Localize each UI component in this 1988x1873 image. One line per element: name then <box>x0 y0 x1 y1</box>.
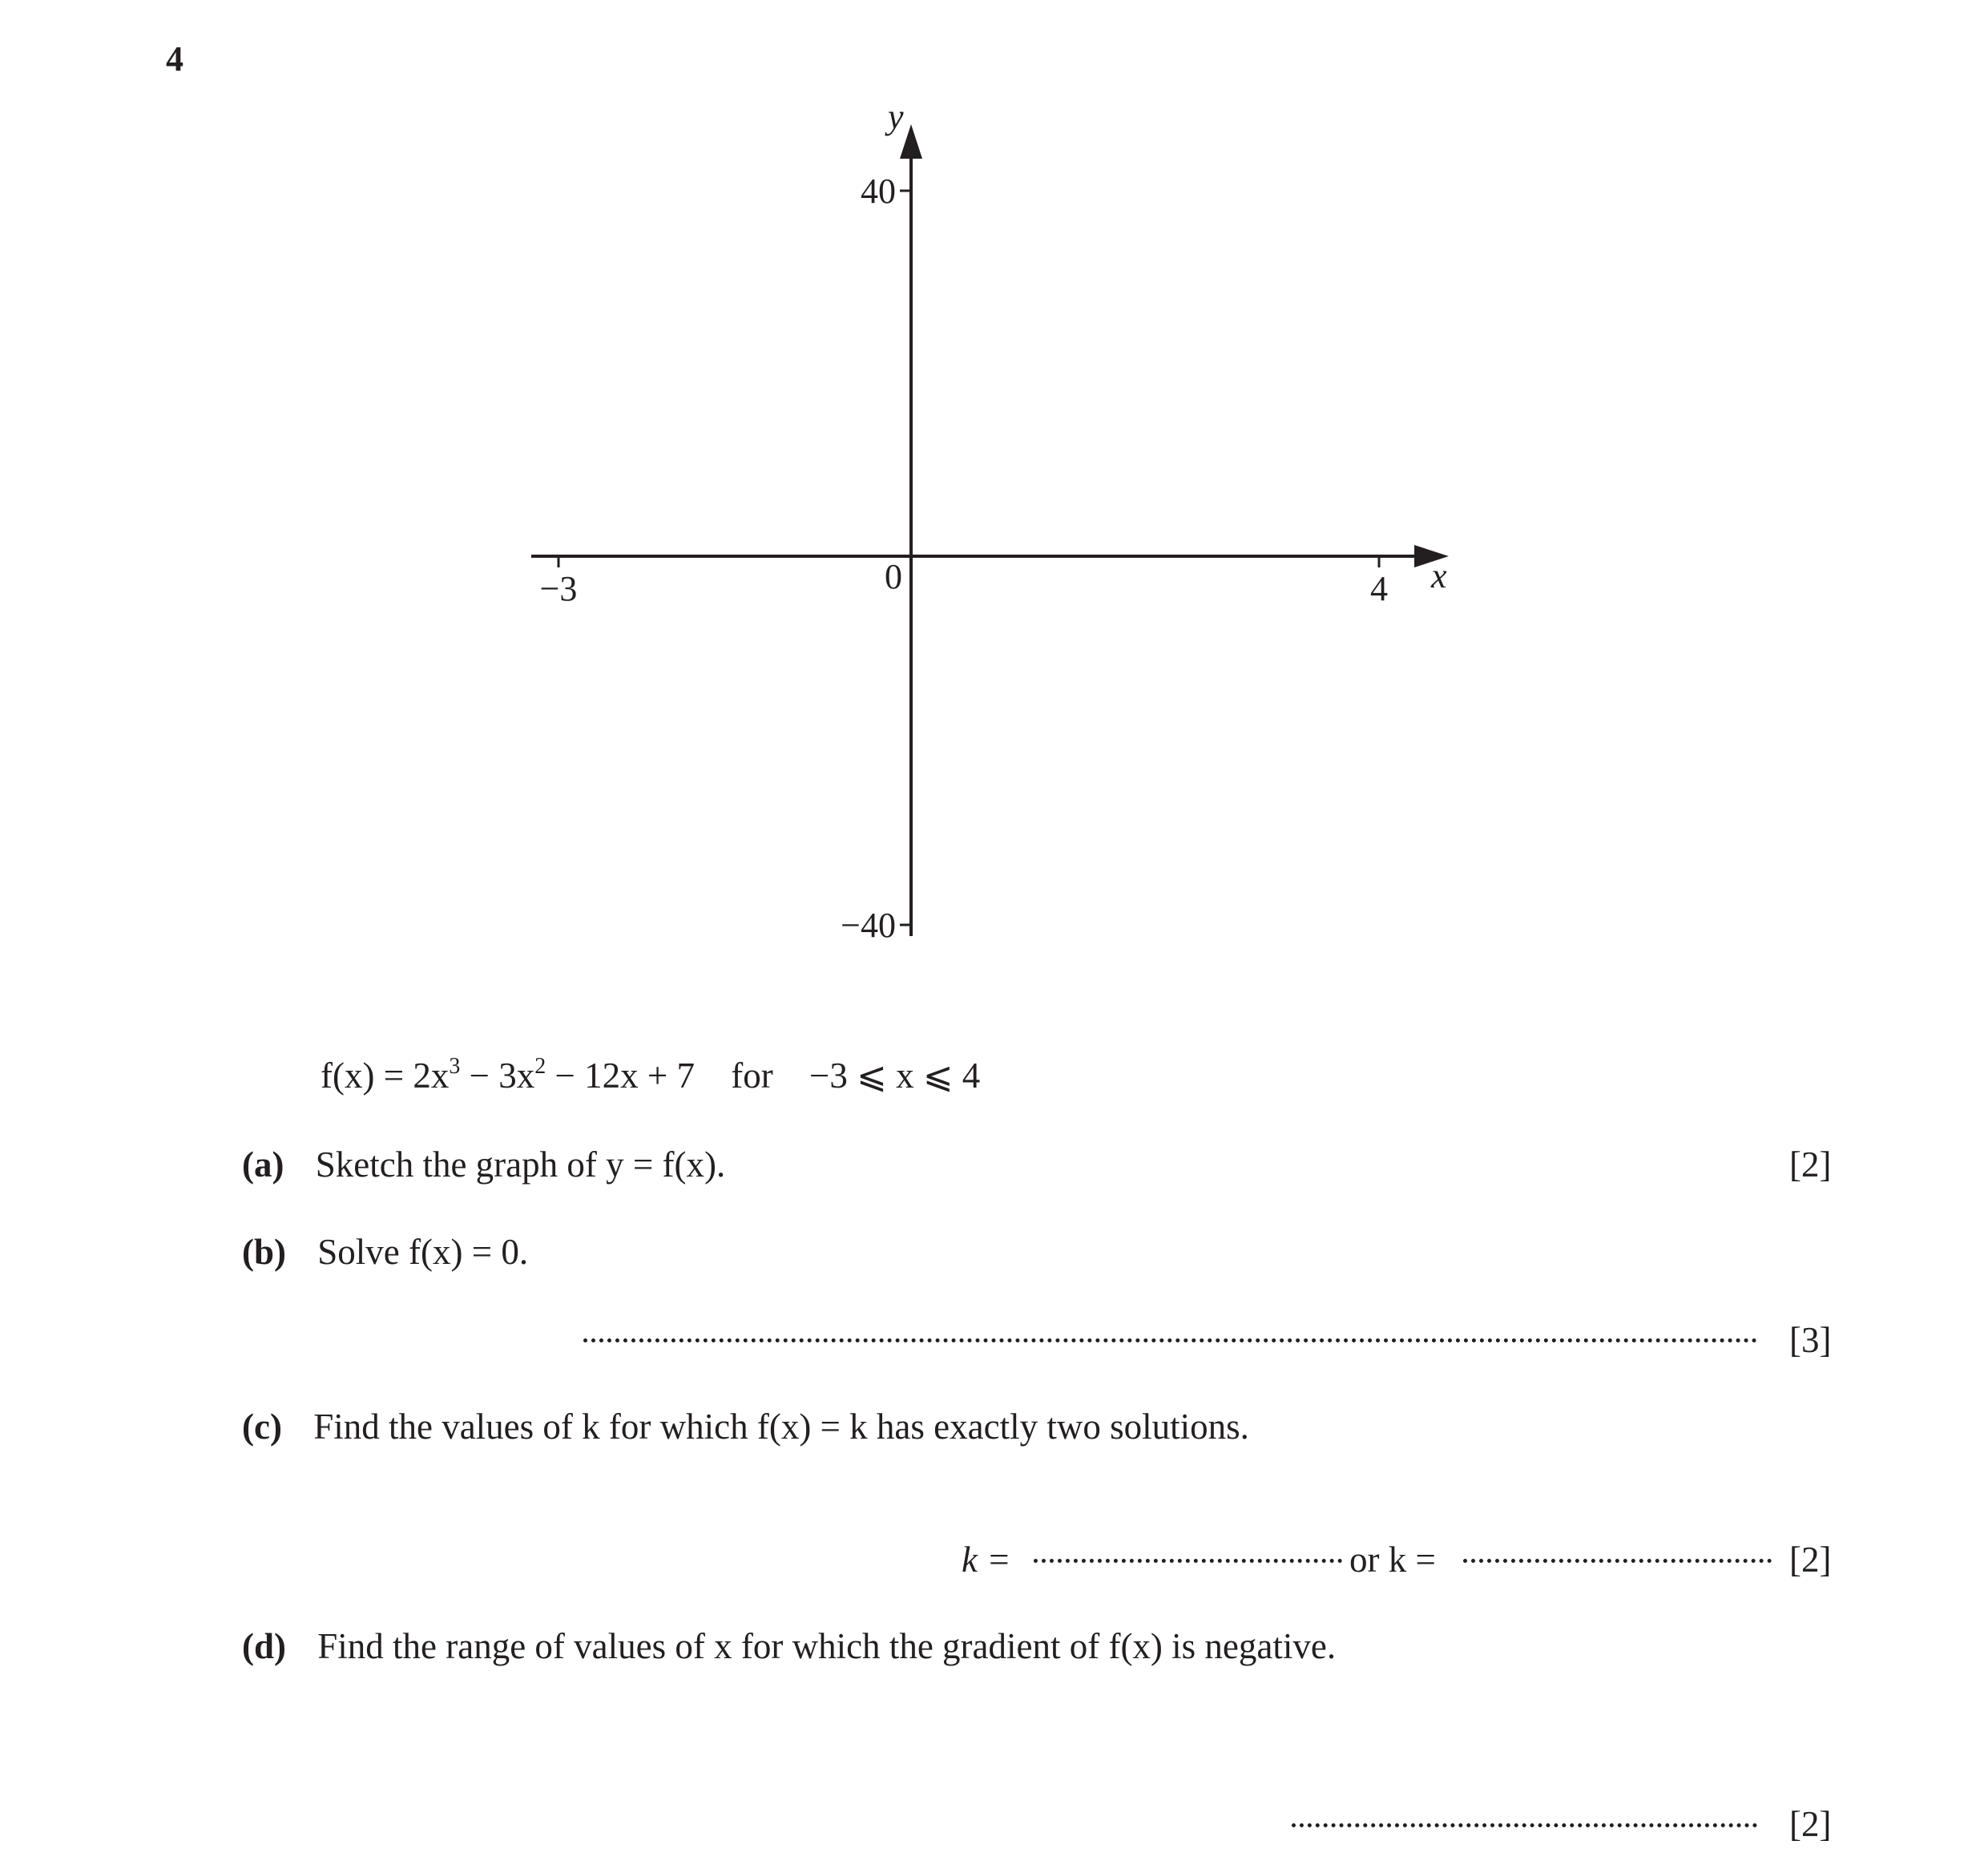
function-for: for <box>731 1056 773 1096</box>
function-term-3: − 12x + 7 <box>546 1056 696 1096</box>
part-a-text: Sketch the graph of y = f(x). <box>315 1144 726 1185</box>
part-c-k1-label: k = <box>962 1540 1011 1580</box>
origin-label: 0 <box>885 557 902 596</box>
part-d-answer-line[interactable] <box>1292 1823 1757 1827</box>
exponent-2: 2 <box>534 1054 546 1079</box>
part-b-marks: [3] <box>1789 1320 1832 1360</box>
question-number: 4 <box>166 39 183 79</box>
x-tick-label-neg3: −3 <box>539 569 578 608</box>
part-c-answer-line-1[interactable] <box>1034 1559 1342 1563</box>
part-d-label: (d) <box>242 1626 286 1666</box>
function-equals: = <box>383 1056 405 1096</box>
function-term-1: 2x <box>413 1056 450 1096</box>
part-a <box>242 1144 726 1185</box>
y-tick-label-40: 40 <box>861 172 896 211</box>
part-c-text: Find the values of k for which f(x) = k has exactly two solutions. <box>313 1407 1249 1447</box>
part-a-marks: [2] <box>1789 1144 1832 1185</box>
function-term-2: − 3x <box>460 1056 535 1096</box>
y-tick-label-neg40: −40 <box>841 906 896 945</box>
part-b-label: (b) <box>242 1232 286 1272</box>
exponent-1: 3 <box>449 1054 461 1079</box>
x-axis-label: x <box>1431 556 1447 595</box>
part-d-text: Find the range of values of x for which the gradient of f(x) is negative. <box>317 1626 1337 1666</box>
part-c-answer-line-2[interactable] <box>1463 1559 1772 1563</box>
part-c-marks: [2] <box>1789 1540 1832 1580</box>
function-definition <box>321 1054 981 1096</box>
function-name: f(x) <box>321 1056 375 1096</box>
x-tick-label-4: 4 <box>1370 569 1388 608</box>
part-b-text: Solve f(x) = 0. <box>317 1232 529 1272</box>
function-domain: −3 ⩽ x ⩽ 4 <box>809 1056 981 1096</box>
part-d <box>242 1626 1337 1666</box>
part-d-marks: [2] <box>1789 1804 1832 1844</box>
part-c <box>242 1409 1249 1445</box>
part-c-label: (c) <box>242 1407 282 1447</box>
y-axis-label: y <box>888 97 904 136</box>
part-b <box>242 1234 528 1270</box>
part-a-label: (a) <box>242 1144 284 1185</box>
part-c-k2-label: or k = <box>1349 1540 1436 1580</box>
part-b-answer-line[interactable] <box>583 1338 1757 1342</box>
